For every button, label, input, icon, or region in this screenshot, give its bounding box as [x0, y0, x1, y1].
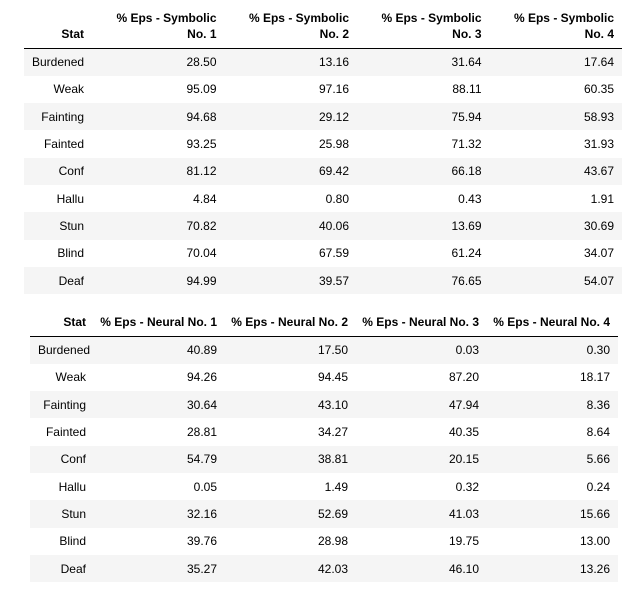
stat-name-cell: Blind — [57, 246, 84, 261]
stat-name-cell: Deaf — [60, 561, 86, 576]
value-cell: 94.26 — [186, 370, 217, 385]
table-row — [30, 500, 618, 527]
stat-name-cell: Conf — [60, 452, 86, 467]
stat-name-cell: Hallu — [56, 191, 84, 206]
value-cell: 0.80 — [325, 191, 349, 206]
table-row — [30, 418, 618, 445]
value-cell: 13.69 — [451, 218, 482, 233]
value-cell: 29.12 — [318, 109, 349, 124]
value-cell: 76.65 — [451, 273, 482, 288]
value-cell: 0.03 — [455, 343, 479, 358]
stat-name-cell: Stun — [61, 506, 86, 521]
value-cell: 66.18 — [451, 164, 482, 179]
value-cell: 30.64 — [186, 397, 217, 412]
value-cell: 15.66 — [579, 506, 610, 521]
value-cell: 81.12 — [186, 164, 217, 179]
value-cell: 94.68 — [186, 109, 217, 124]
stat-name-cell: Fainting — [43, 397, 86, 412]
table-row — [30, 336, 618, 364]
stat-name-cell: Weak — [53, 82, 84, 97]
stat-name-cell: Burdened — [32, 55, 85, 70]
value-cell: 94.45 — [317, 370, 348, 385]
value-cell: 46.10 — [448, 561, 479, 576]
value-cell: 18.17 — [579, 370, 610, 385]
value-cell: 19.75 — [448, 534, 479, 549]
value-cell: 34.07 — [583, 246, 614, 261]
value-cell: 13.00 — [579, 534, 610, 549]
header-row — [30, 308, 618, 336]
table-row — [24, 267, 622, 294]
value-cell: 43.10 — [317, 397, 348, 412]
value-cell: 25.98 — [318, 137, 349, 152]
value-cell: 0.30 — [586, 343, 610, 358]
value-cell: 52.69 — [317, 506, 348, 521]
value-cell: 1.49 — [324, 479, 348, 494]
value-cell: 20.15 — [448, 452, 479, 467]
table-row — [24, 240, 622, 267]
value-cell: 67.59 — [318, 246, 349, 261]
table-row — [30, 391, 618, 418]
value-cell: 17.50 — [317, 343, 348, 358]
value-cell: 40.35 — [448, 425, 479, 440]
value-cell: 39.76 — [186, 534, 217, 549]
column-header-stat: Stat — [63, 314, 86, 329]
column-header-neural-2: % Eps - Neural No. 2 — [231, 314, 348, 329]
stat-name-cell: Fainted — [43, 137, 84, 152]
value-cell: 34.27 — [317, 425, 348, 440]
value-cell: 69.42 — [318, 164, 349, 179]
value-cell: 94.99 — [186, 273, 217, 288]
value-cell: 0.32 — [455, 479, 479, 494]
stat-name-cell: Burdened — [38, 343, 91, 358]
value-cell: 31.93 — [583, 137, 614, 152]
neural-stats-table — [30, 308, 618, 582]
value-cell: 13.26 — [579, 561, 610, 576]
value-cell: 5.66 — [586, 452, 610, 467]
value-cell: 43.67 — [583, 164, 614, 179]
value-cell: 32.16 — [186, 506, 217, 521]
value-cell: 93.25 — [186, 137, 217, 152]
value-cell: 28.81 — [186, 425, 217, 440]
value-cell: 71.32 — [451, 137, 482, 152]
value-cell: 39.57 — [318, 273, 349, 288]
table-row — [24, 185, 622, 212]
stat-name-cell: Fainted — [45, 425, 86, 440]
stat-name-cell: Fainting — [41, 109, 84, 124]
value-cell: 87.20 — [448, 370, 479, 385]
table-row — [24, 212, 622, 239]
table-row — [30, 446, 618, 473]
stat-name-cell: Hallu — [58, 479, 86, 494]
value-cell: 13.16 — [318, 55, 349, 70]
stat-name-cell: Deaf — [58, 273, 84, 288]
value-cell: 38.81 — [317, 452, 348, 467]
symbolic-stats-table — [24, 6, 622, 294]
table-row — [30, 555, 618, 582]
table-header — [24, 6, 622, 48]
stat-name-cell: Stun — [59, 218, 84, 233]
value-cell: 8.36 — [586, 397, 610, 412]
value-cell: 61.24 — [451, 246, 482, 261]
value-cell: 35.27 — [186, 561, 217, 576]
column-header-symbolic-2: % Eps - Symbolic No. 2 — [248, 10, 349, 41]
value-cell: 40.89 — [186, 343, 217, 358]
column-header-stat: Stat — [61, 26, 84, 41]
column-header-neural-4: % Eps - Neural No. 4 — [493, 314, 610, 329]
value-cell: 42.03 — [317, 561, 348, 576]
value-cell: 40.06 — [318, 218, 349, 233]
value-cell: 97.16 — [318, 82, 349, 97]
table-body — [30, 336, 618, 582]
table-row — [24, 103, 622, 130]
column-header-symbolic-1: % Eps - Symbolic No. 1 — [116, 10, 217, 41]
value-cell: 95.09 — [186, 82, 217, 97]
value-cell: 41.03 — [448, 506, 479, 521]
value-cell: 70.04 — [186, 246, 217, 261]
value-cell: 28.50 — [186, 55, 217, 70]
value-cell: 47.94 — [448, 397, 479, 412]
table-body — [24, 48, 622, 294]
table-row — [24, 130, 622, 157]
value-cell: 75.94 — [451, 109, 482, 124]
table-row — [24, 48, 622, 76]
value-cell: 17.64 — [583, 55, 614, 70]
value-cell: 88.11 — [452, 82, 482, 97]
stat-name-cell: Weak — [55, 370, 86, 385]
table-header — [30, 308, 618, 336]
value-cell: 70.82 — [186, 218, 217, 233]
table-row — [24, 158, 622, 185]
value-cell: 54.79 — [186, 452, 217, 467]
value-cell: 58.93 — [583, 109, 614, 124]
table-row — [30, 528, 618, 555]
value-cell: 54.07 — [583, 273, 614, 288]
column-header-neural-1: % Eps - Neural No. 1 — [100, 314, 217, 329]
column-header-symbolic-4: % Eps - Symbolic No. 4 — [513, 10, 614, 41]
value-cell: 30.69 — [583, 218, 614, 233]
value-cell: 8.64 — [586, 425, 610, 440]
value-cell: 0.05 — [193, 479, 217, 494]
stat-name-cell: Conf — [58, 164, 84, 179]
value-cell: 0.43 — [458, 191, 482, 206]
table-row — [24, 76, 622, 103]
value-cell: 1.91 — [590, 191, 614, 206]
value-cell: 0.24 — [586, 479, 610, 494]
column-header-symbolic-3: % Eps - Symbolic No. 3 — [381, 10, 482, 41]
column-header-neural-3: % Eps - Neural No. 3 — [362, 314, 479, 329]
value-cell: 4.84 — [193, 191, 217, 206]
value-cell: 31.64 — [451, 55, 482, 70]
table-row — [30, 364, 618, 391]
stat-name-cell: Blind — [59, 534, 86, 549]
table-row — [30, 473, 618, 500]
header-row — [24, 6, 622, 48]
value-cell: 28.98 — [317, 534, 348, 549]
value-cell: 60.35 — [583, 82, 614, 97]
